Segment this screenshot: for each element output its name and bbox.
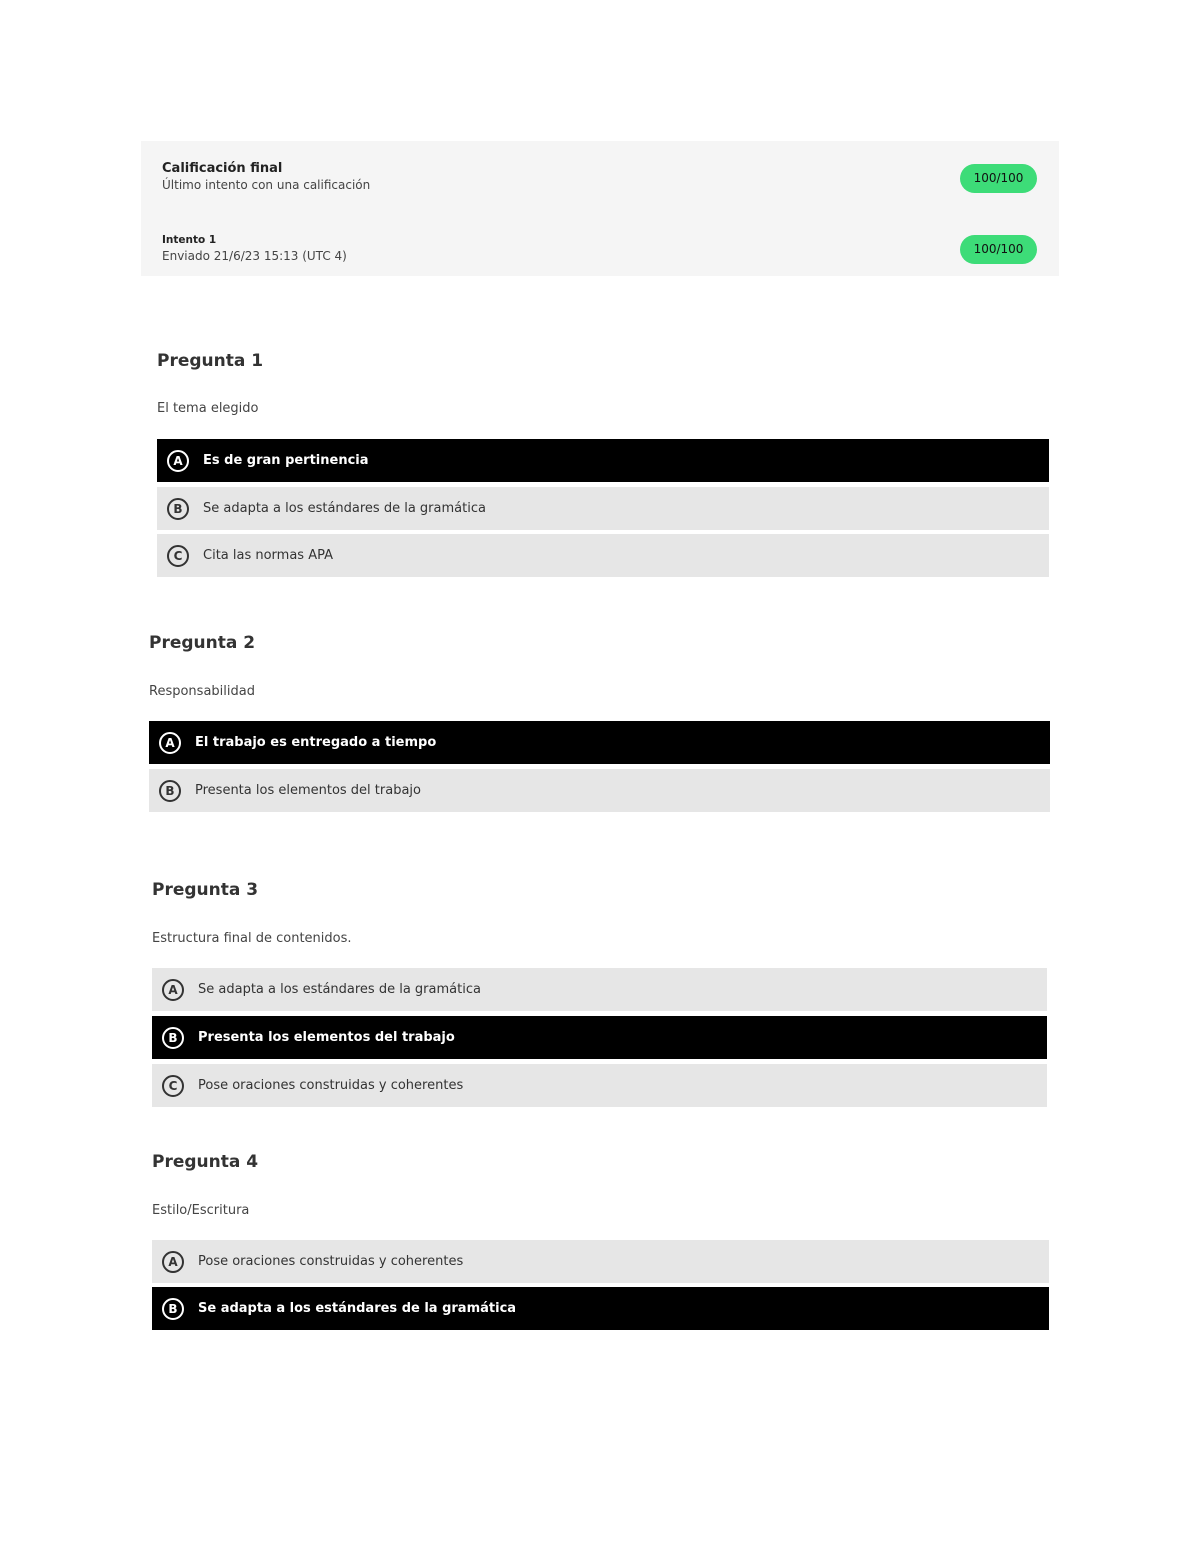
option-letter-badge: C xyxy=(167,545,189,567)
option-text: Pose oraciones construidas y coherentes xyxy=(198,1254,464,1269)
question-title: Pregunta 1 xyxy=(157,351,264,371)
option-letter-badge: B xyxy=(162,1027,184,1049)
question-prompt: Responsabilidad xyxy=(149,684,255,699)
question-4 xyxy=(152,1151,1049,1316)
question-title: Pregunta 4 xyxy=(152,1152,259,1172)
option-text: El trabajo es entregado a tiempo xyxy=(195,735,437,750)
option-letter-badge: C xyxy=(162,1075,184,1097)
question-1 xyxy=(157,350,1049,563)
attempt-row[interactable] xyxy=(162,233,1037,265)
option-text: Se adapta a los estándares de la gramática xyxy=(203,501,486,516)
question-3 xyxy=(152,879,1047,1093)
final-grade-row xyxy=(162,160,1037,194)
option-b[interactable] xyxy=(152,1016,1047,1059)
option-text: Se adapta a los estándares de la gramática xyxy=(198,1301,517,1316)
option-b[interactable] xyxy=(157,487,1049,530)
grade-summary-card xyxy=(141,141,1059,276)
question-title: Pregunta 3 xyxy=(152,880,259,900)
option-text: Presenta los elementos del trabajo xyxy=(198,1030,455,1045)
attempt-label: Intento 1 xyxy=(162,234,217,246)
option-c[interactable] xyxy=(157,534,1049,577)
option-letter-badge: B xyxy=(162,1298,184,1320)
option-letter-badge: A xyxy=(167,450,189,472)
final-grade-score-badge: 100/100 xyxy=(960,164,1037,193)
question-2 xyxy=(149,632,1050,798)
option-b[interactable] xyxy=(149,769,1050,812)
option-text: Pose oraciones construidas y coherentes xyxy=(198,1078,464,1093)
question-prompt: Estructura final de contenidos. xyxy=(152,931,352,946)
option-letter-badge: A xyxy=(162,979,184,1001)
question-prompt: Estilo/Escritura xyxy=(152,1203,250,1218)
attempt-score-badge: 100/100 xyxy=(960,235,1037,264)
option-a[interactable] xyxy=(152,968,1047,1011)
option-letter-badge: B xyxy=(159,780,181,802)
question-title: Pregunta 2 xyxy=(149,633,256,653)
final-grade-label: Calificación final xyxy=(162,161,283,176)
option-text: Cita las normas APA xyxy=(203,548,334,563)
option-letter-badge: B xyxy=(167,498,189,520)
attempt-submitted-date: Enviado 21/6/23 15:13 (UTC 4) xyxy=(162,249,347,263)
question-prompt: El tema elegido xyxy=(157,401,259,416)
option-a[interactable] xyxy=(152,1240,1049,1283)
option-letter-badge: A xyxy=(159,732,181,754)
option-a[interactable] xyxy=(149,721,1050,764)
option-text: Presenta los elementos del trabajo xyxy=(195,783,421,798)
option-text: Se adapta a los estándares de la gramática xyxy=(198,982,481,997)
option-b[interactable] xyxy=(152,1287,1049,1330)
option-letter-badge: A xyxy=(162,1251,184,1273)
option-c[interactable] xyxy=(152,1064,1047,1107)
option-text: Es de gran pertinencia xyxy=(203,453,369,468)
final-grade-subtitle: Último intento con una calificación xyxy=(162,178,371,192)
option-a[interactable] xyxy=(157,439,1049,482)
